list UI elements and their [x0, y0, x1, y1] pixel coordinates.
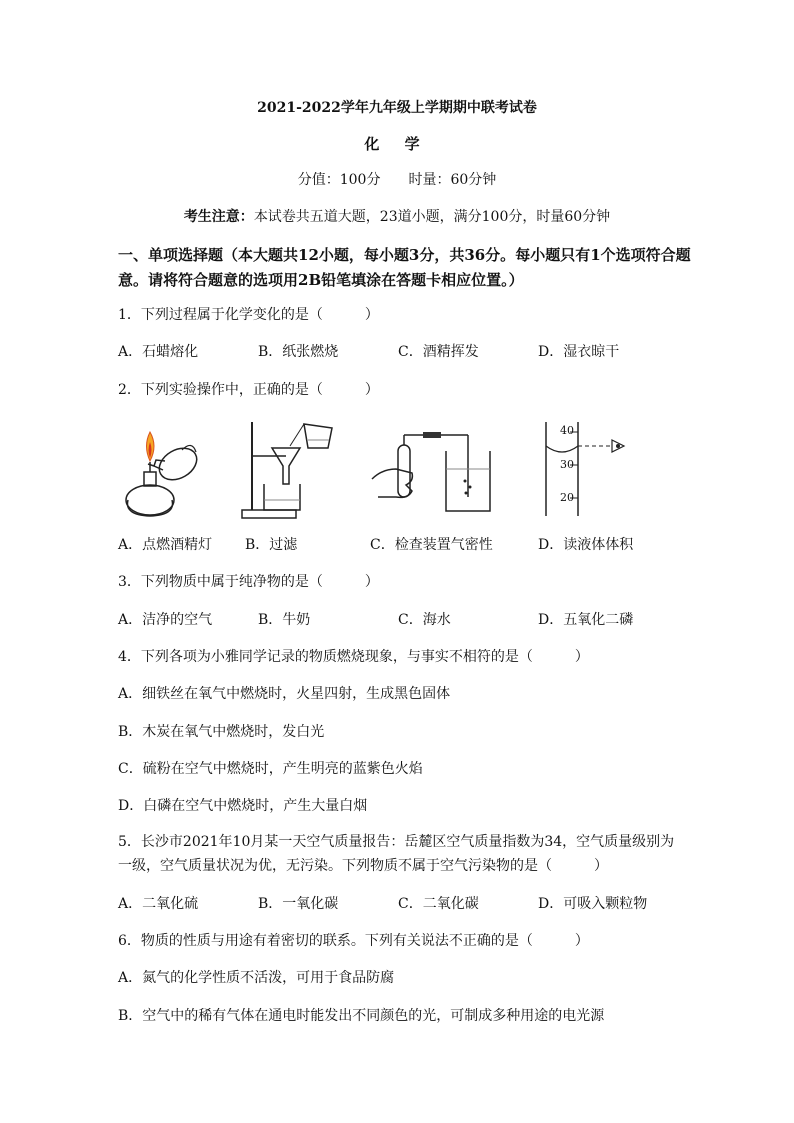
filtration-figure: [238, 418, 338, 522]
question-5-stem-line2: 一级，空气质量状况为优，无污染。下列物质不属于空气污染物的是（ ）: [118, 858, 608, 874]
question-3-option-c: C．海水: [398, 612, 451, 628]
question-1-stem: 1．下列过程属于化学变化的是（ ）: [118, 307, 379, 323]
graduated-cylinder-figure: [540, 420, 640, 520]
exam-meta: [0, 170, 794, 190]
time-info: 时量：60分钟: [408, 172, 497, 188]
notice-label: 考生注意：: [183, 209, 254, 225]
question-6-option-a: A．氮气的化学性质不活泼，可用于食品防腐: [118, 970, 395, 986]
question-3-option-b: B．牛奶: [258, 612, 311, 628]
notice-text: 本试卷共五道大题，23道小题，满分100分，时量60分钟: [253, 209, 611, 225]
question-6-option-b: B．空气中的稀有气体在通电时能发出不同颜色的光，可制成多种用途的电光源: [118, 1008, 605, 1024]
cylinder-tick-40: 40: [560, 424, 574, 437]
cylinder-tick-20: 20: [560, 491, 574, 504]
question-3-option-d: D．五氧化二磷: [538, 612, 634, 628]
question-2-option-d: D．读液体体积: [538, 537, 634, 553]
question-2-option-c: C．检查装置气密性: [370, 537, 493, 553]
cylinder-tick-30: 30: [560, 458, 574, 471]
score-info: 分值：100分: [297, 172, 381, 188]
question-4-stem: 4．下列各项为小雅同学记录的物质燃烧现象，与事实不相符的是（ ）: [118, 649, 589, 665]
section-heading-line1: 一、单项选择题（本大题共12小题，每小题3分，共36分。每小题只有1个选项符合题: [118, 246, 691, 264]
question-5-stem-line1: 5．长沙市2021年10月某一天空气质量报告：岳麓区空气质量指数为34，空气质量级别为: [118, 834, 675, 850]
exam-title: 2021-2022学年九年级上学期期中联考试卷: [257, 100, 537, 116]
question-4-option-b: B．木炭在氧气中燃烧时，发白光: [118, 724, 325, 740]
alcohol-lamp-figure: [118, 420, 208, 520]
question-6-stem: 6．物质的性质与用途有着密切的联系。下列有关说法不正确的是（ ）: [118, 933, 589, 949]
question-5-option-d: D．可吸入颗粒物: [538, 896, 648, 912]
section-heading-line2: 意。请将符合题意的选项用2B铅笔填涂在答题卡相应位置。）: [118, 271, 524, 289]
question-1-option-c: C．酒精挥发: [398, 344, 479, 360]
question-1-option-b: B．纸张燃烧: [258, 344, 339, 360]
question-4-option-a: A．细铁丝在氧气中燃烧时，火星四射，生成黑色固体: [118, 686, 451, 702]
question-3-option-a: A．洁净的空气: [118, 612, 213, 628]
candidate-notice: [0, 207, 794, 227]
question-3-stem: 3．下列物质中属于纯净物的是（ ）: [118, 574, 379, 590]
question-2-option-a: A．点燃酒精灯: [118, 537, 213, 553]
question-5-option-b: B．一氧化碳: [258, 896, 339, 912]
question-4-option-d: D．白磷在空气中燃烧时，产生大量白烟: [118, 798, 368, 814]
subject-title: 化 学: [364, 135, 430, 153]
question-4-option-c: C．硫粉在空气中燃烧时，产生明亮的蓝紫色火焰: [118, 761, 423, 777]
question-2-option-b: B．过滤: [245, 537, 298, 553]
question-2-stem: 2．下列实验操作中，正确的是（ ）: [118, 382, 379, 398]
question-5-option-a: A．二氧化硫: [118, 896, 199, 912]
question-1-option-a: A．石蜡熔化: [118, 344, 199, 360]
airtightness-figure: [368, 425, 508, 525]
question-5-option-c: C．二氧化碳: [398, 896, 479, 912]
question-1-option-d: D．湿衣晾干: [538, 344, 620, 360]
